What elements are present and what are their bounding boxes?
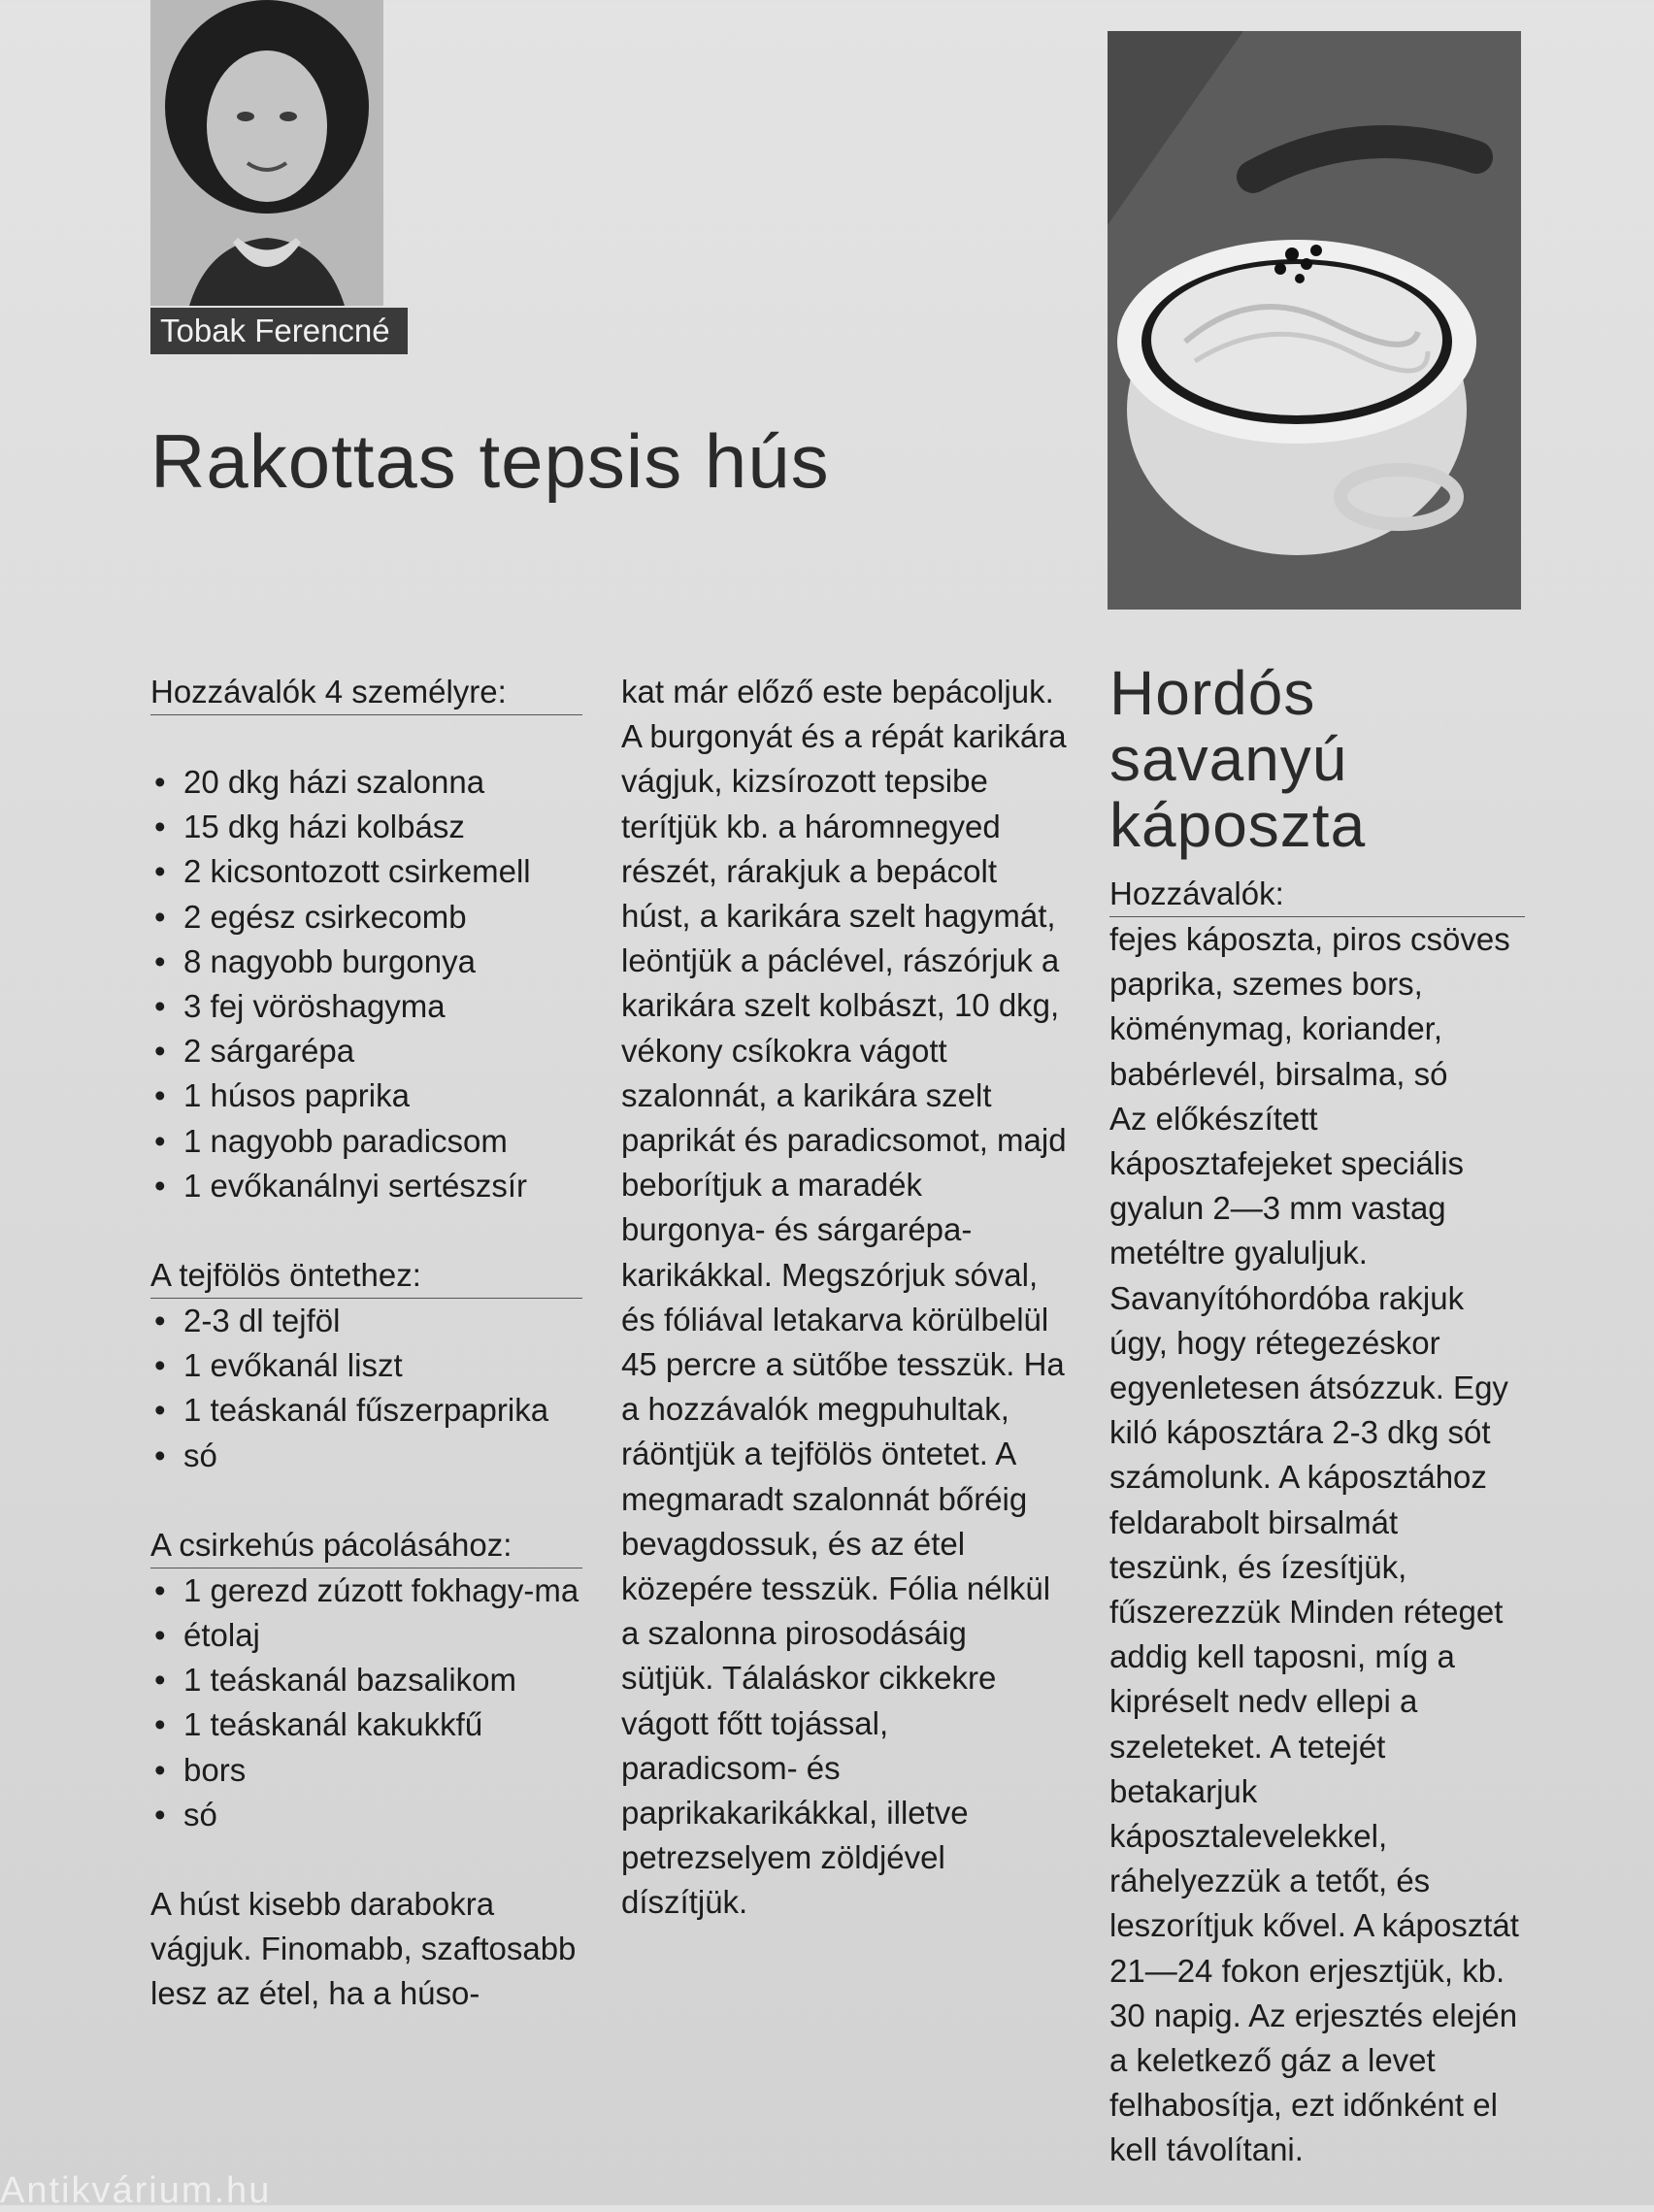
recipe1-method-column — [621, 670, 1068, 1926]
portrait-illustration — [150, 0, 383, 306]
marinade-list — [150, 1568, 582, 1837]
list-item: • 1 teáskanál fűszerpaprika — [150, 1388, 582, 1433]
list-item: • 3 fej vöröshagyma — [150, 984, 582, 1029]
list-item: • 20 dkg házi szalonna — [150, 760, 582, 805]
recipe2-ingredients-text: fejes káposzta, piros csöves paprika, szemes bors, köménymag, koriander, babérlevél, birsalma, só — [1109, 921, 1510, 1092]
list-item: • 2 sárgarépa — [150, 1029, 582, 1073]
recipe2-column — [1109, 660, 1525, 2173]
sauce-heading: A tejfölös öntethez: — [150, 1253, 582, 1299]
marinade-heading: A csirkehús pácolásához: — [150, 1523, 582, 1568]
author-portrait-photo — [150, 0, 383, 306]
list-item: • 1 evőkanál liszt — [150, 1343, 582, 1388]
author-caption: Tobak Ferencné — [150, 308, 408, 354]
list-item: • 1 teáskanál bazsalikom — [150, 1658, 582, 1702]
list-item: • 1 nagyobb paradicsom — [150, 1119, 582, 1164]
list-item: • 1 gerezd zúzott fokhagy-ma — [150, 1568, 582, 1613]
list-item: • 1 evőkanálnyi sertészsír — [150, 1164, 582, 1208]
sauerkraut-illustration — [1108, 31, 1521, 610]
ingredients-list — [150, 760, 582, 1208]
ingredients-heading: Hozzávalók 4 személyre: — [150, 670, 582, 715]
list-item: • 15 dkg házi kolbász — [150, 805, 582, 849]
recipe2-title: Hordós savanyú káposzta — [1109, 658, 1367, 860]
list-item: • 2 kicsontozott csirkemell — [150, 849, 582, 894]
list-item: • 8 nagyobb burgonya — [150, 940, 582, 984]
recipe1-ingredients-column — [150, 670, 582, 2017]
watermark: Antikvárium.hu — [0, 2170, 272, 2211]
list-item: • 1 húsos paprika — [150, 1073, 582, 1118]
recipe1-title: Rakottas tepsis hús — [150, 418, 830, 504]
method-text-part1: A húst kisebb darabokra vágjuk. Finomabb, szaftosabb lesz az étel, ha a húso- — [150, 1886, 577, 2012]
list-item: • 2-3 dl tejföl — [150, 1299, 582, 1343]
sauce-list — [150, 1299, 582, 1478]
list-item: • só — [150, 1434, 582, 1478]
sauerkraut-photo — [1108, 31, 1521, 610]
list-item: • 1 teáskanál kakukkfű — [150, 1702, 582, 1747]
recipe2-method-text: Az előkészített káposztafejeket speciális gyalun 2—3 mm vastag metéltre gyaluljuk. Savanyítóhordóba rakjuk úgy, hogy rétegezéskor egyenletesen átsózzuk. Egy kiló káposztára 2-3 dkg sót számolunk. A káposztához feldarabolt birsalmát teszünk, és ízesítjük, fűszerezzük Minden réteget addig kell taposni, míg a kipréselt nedv ellepi a szeleteket. A tetejét betakarjuk káposztalevelekkel, ráhelyezzük a tetőt, és leszorítjuk kővel. A káposztát 21—24 fokon erjesztjük, kb. 30 napig. Az erjesztés elején a keletkező gáz a levet felhabosítja, ezt időnként el kell távolítani. — [1109, 1100, 1519, 2168]
method-text-part2: kat már előző este bepácoljuk. A burgonyát és a répát karikára vágjuk, kizsírozott tepsibe terítjük kb. a háromnegyed részét, rárakjuk a bepácolt húst, a karikára szelt hagymát, leöntjük a páclével, rászórjuk a karikára szelt kolbászt, 10 dkg, vékony csíkokra vágott szalonnát, a karikára szelt paprikát és paradicsomot, majd beborítjuk a maradék burgonya- és sárgarépa-karikákkal. Megszórjuk sóval, és fóliával letakarva körülbelül 45 percre a sütőbe tesszük. Ha a hozzávalók megpuhultak, ráöntjük a tejfölös öntetet. A megmaradt szalonnát bőréig bevagdossuk, és az étel közepére tesszük. Fólia nélkül a szalonna pirosodásáig sütjük. Tálaláskor cikkekre vágott főtt tojással, paradicsom- és paprikakarikákkal, illetve petrezselyem zöldjével díszítjük. — [621, 674, 1067, 1921]
list-item: • étolaj — [150, 1613, 582, 1658]
list-item: • bors — [150, 1748, 582, 1793]
recipe2-ingredients-heading: Hozzávalók: — [1109, 872, 1525, 917]
list-item: • 2 egész csirkecomb — [150, 895, 582, 940]
list-item: • só — [150, 1793, 582, 1837]
